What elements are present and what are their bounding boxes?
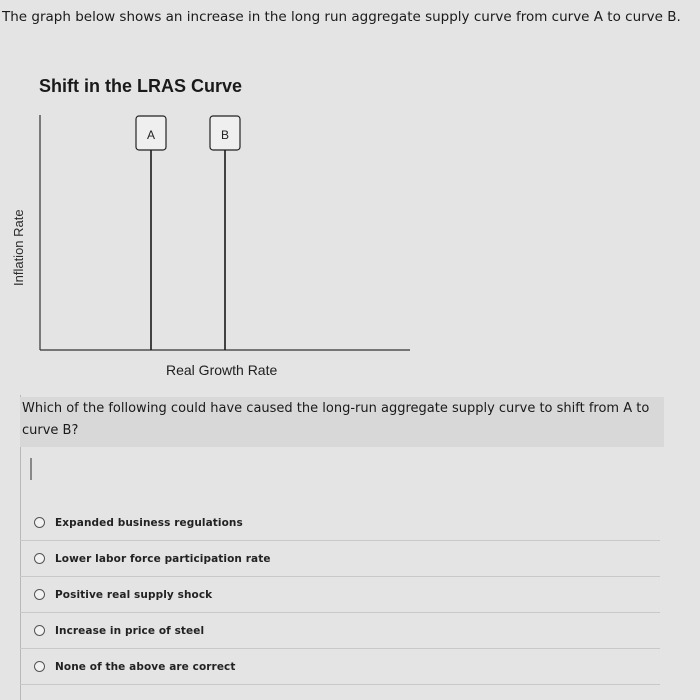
option-label: Lower labor force participation rate [55, 552, 271, 565]
chart-title: Shift in the LRAS Curve [39, 76, 243, 96]
curve-label-b: B [220, 128, 230, 142]
radio-button-icon[interactable] [34, 625, 45, 636]
radio-button-icon[interactable] [34, 589, 45, 600]
y-axis-label: Inflation Rate [11, 209, 26, 286]
answer-options [20, 505, 660, 685]
lras-chart [0, 100, 700, 360]
x-axis-label: Real Growth Rate [166, 362, 278, 378]
question-text: Which of the following could have caused the long-run aggregate supply curve to shift from A to curve B? [22, 401, 650, 438]
option-expanded-business-regulations[interactable] [20, 505, 660, 541]
option-label: None of the above are correct [55, 660, 236, 673]
option-positive-real-supply-shock[interactable] [20, 577, 660, 613]
radio-button-icon[interactable] [34, 517, 45, 528]
radio-button-icon[interactable] [34, 553, 45, 564]
intro-text: The graph below shows an increase in the long run aggregate supply curve from curve A to curve B. [2, 9, 681, 25]
option-label: Expanded business regulations [55, 516, 243, 529]
text-cursor [30, 458, 32, 480]
option-increase-in-price-of-steel[interactable] [20, 613, 660, 649]
option-lower-labor-force-participation[interactable] [20, 541, 660, 577]
radio-button-icon[interactable] [34, 661, 45, 672]
option-label: Increase in price of steel [55, 624, 205, 637]
option-none-of-the-above[interactable] [20, 649, 660, 685]
curve-label-a: A [146, 128, 156, 142]
option-label: Positive real supply shock [55, 588, 213, 601]
